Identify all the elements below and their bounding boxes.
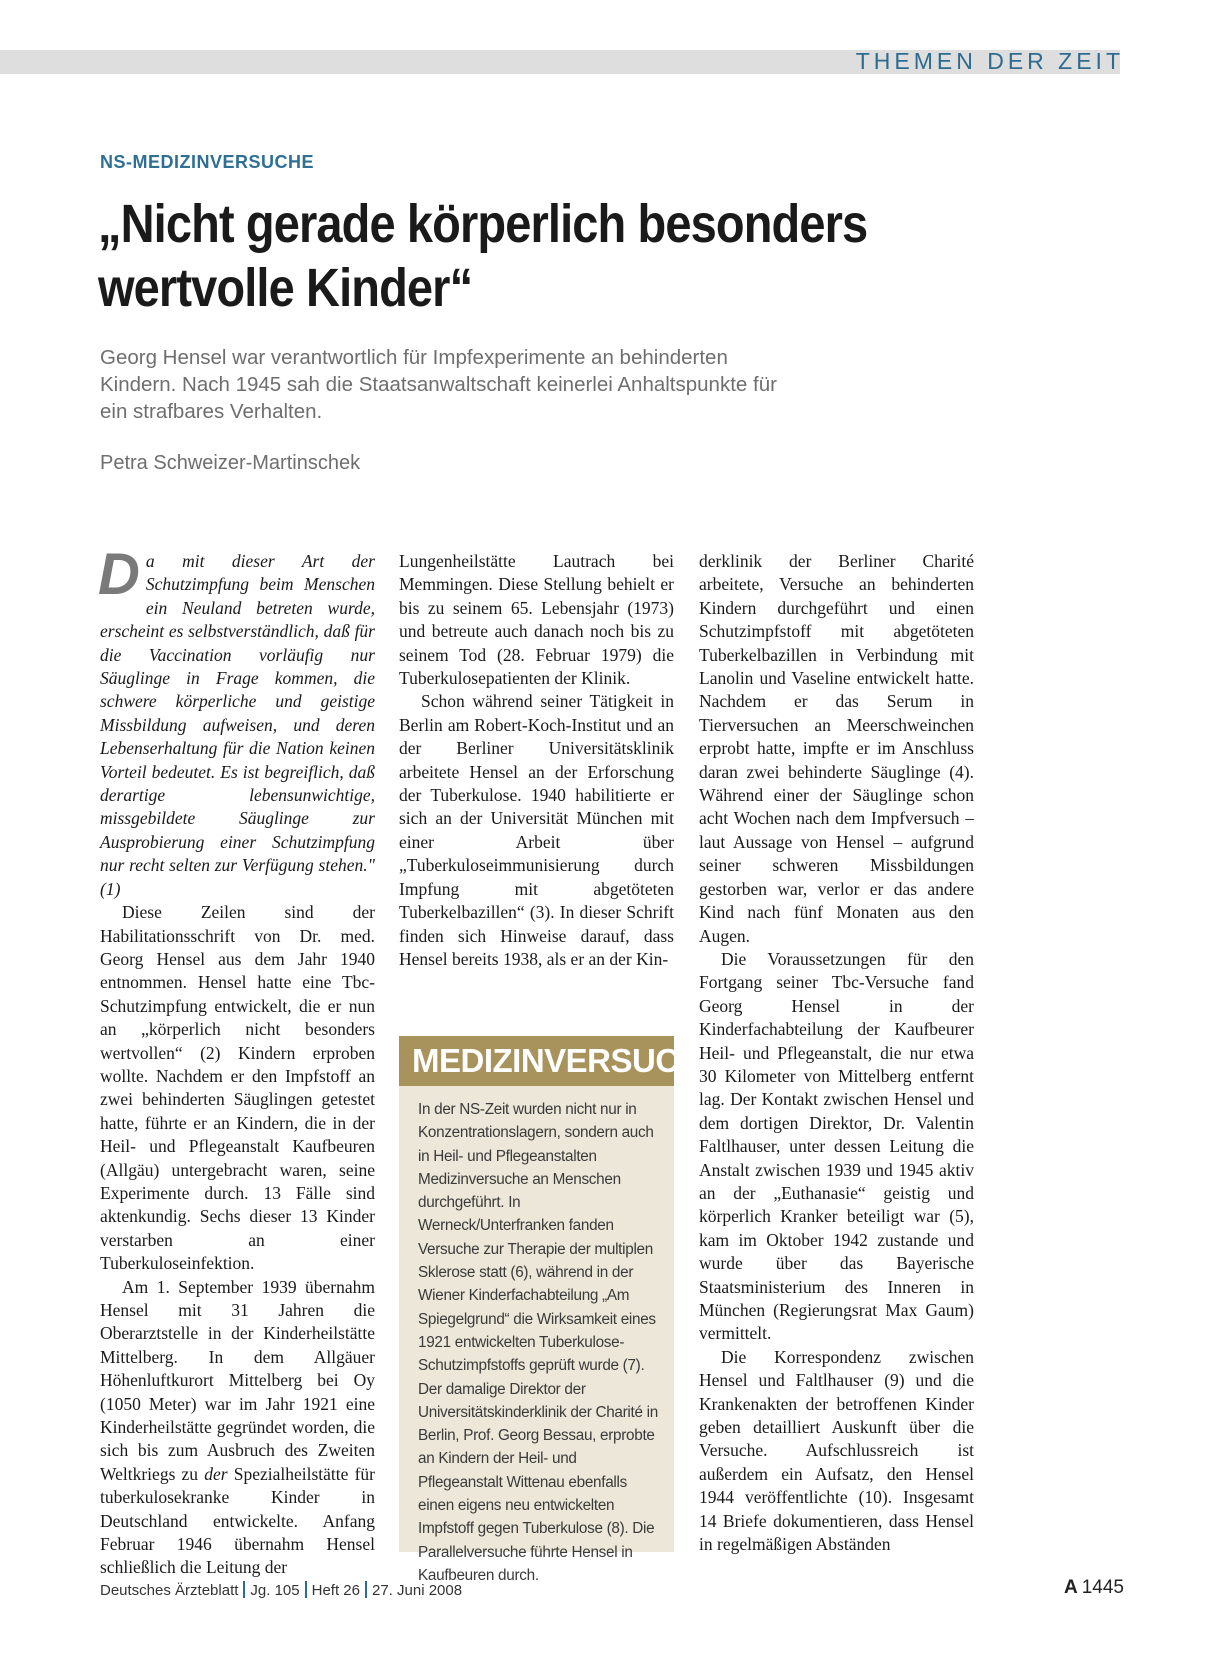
separator — [243, 1581, 245, 1598]
page-prefix: A — [1063, 1577, 1078, 1598]
info-box-title: MEDIZINVERSUCHE — [399, 1036, 674, 1086]
separator — [305, 1581, 307, 1598]
info-box — [399, 1036, 724, 1584]
separator — [365, 1581, 367, 1598]
drop-cap: D — [98, 542, 140, 607]
author-byline: Petra Schweizer-Martinschek — [100, 452, 361, 474]
headline: „Nicht gerade körperlich besonders wertvolle Kinder“ — [98, 194, 868, 318]
opening-quote-text: a mit dieser Art der Schutzimpfung beim Menschen ein Neuland betreten wurde, erscheint es selbstverständlich, daß für die Vaccination vorläufig nur Säuglinge in Frage kommen, die schwere körperliche und geistige Missbildung aufweisen, und deren Lebenserhaltung für die Nation keinen Vorteil bedeutet. Es ist begreiflich, daß derartige lebensunwichtige, missgebildete Säuglinge zur Ausprobierung einer Schutzimpfung nur recht selten zur Verfügung stehen." (1) — [100, 551, 375, 899]
journal-issue: Heft 26 — [311, 1582, 360, 1599]
page-number — [1064, 1577, 1124, 1599]
paragraph-text: Spezialheilstätte für tuberkulosekranke Kinder in Deutschland entwickelte. Anfang Februar 1946 übernahm Hensel schließlich die Leitung der — [100, 1463, 375, 1578]
footer-citation — [100, 1581, 462, 1599]
paragraph: Diese Zeilen sind der Habilitationsschrift von Dr. med. Georg Hensel aus dem Jahr 1940 entnommen. Hensel hatte eine Tbc-Schutzimpfung entwickelt, die er nun an „körperlich nicht besonders wertvollen“ (2) Kindern erproben wollte. Nachdem er den Impfstoff an zwei behinderten Säuglingen getestet hatte, führte er an Kindern, die in der Heil- und Pflegeanstalt Kaufbeuren (Allgäu) untergebracht waren, seine Experimente durch. 13 Fälle sind aktenkundig. Sechs dieser 13 Kinder verstarben an einer Tuberkuloseinfektion. — [100, 902, 375, 1274]
paragraph: Lungenheilstätte Lautrach bei Memmingen. Diese Stellung behielt er bis zu seinem 65. Lebensjahr (1973) und betreute auch danach noch bis zu seinem Tod (28. Februar 1979) die Tuberkulosepatienten der Klinik. — [399, 551, 674, 689]
opening-quote — [98, 542, 375, 901]
section-label: THEMEN DER ZEIT — [855, 48, 1124, 74]
journal-name: Deutsches Ärzteblatt — [100, 1582, 239, 1599]
article-column-1 — [98, 542, 375, 1580]
journal-volume: Jg. 105 — [250, 1582, 300, 1599]
lead-paragraph: Georg Hensel war verantwortlich für Impfexperimente an behinderten Kindern. Nach 1945 sah die Staatsanwaltschaft keinerlei Anhaltspunkte für ein strafbares Verhalten. — [100, 346, 777, 423]
article-column-2 — [399, 550, 674, 971]
page-number-value: 1445 — [1081, 1577, 1124, 1598]
kicker: NS-MEDIZINVERSUCHE — [100, 152, 315, 172]
info-box-text: In der NS-Zeit wurden nicht nur in Konzentrationslagern, sondern auch in Heil- und Pflegeanstalten Medizinversuche an Menschen durchgeführt. In Werneck/Unterfranken fanden Versuche zur Therapie der multiplen Sklerose statt (6), während in der Wiener Kinderfachabteilung „Am Spiegelgrund“ die Wirksamkeit eines 1921 entwickelten Tuberkulose-Schutzimpfstoffs geprüft wurde (7). Der damalige Direktor der Universitätskinderklinik der Charité in Berlin, Prof. Georg Bessau, erprobte an Kindern der Heil- und Pflegeanstalt Wittenau ebenfalls einen eigens neu entwickelten Impfstoff gegen Tuberkulose (8). Die Parallelversuche führte Hensel in Kaufbeuren durch. — [418, 1101, 658, 1584]
paragraph — [100, 1276, 375, 1580]
journal-date: 27. Juni 2008 — [372, 1582, 463, 1599]
paragraph-text: Am 1. September 1939 übernahm Hensel mit 31 Jahren die Oberarztstelle in der Kinderheilstätte Mittelberg. In dem Allgäuer Höhenluftkurort Mittelberg bei Oy (1050 Meter) war im Jahr 1921 eine Kinderheilstätte gegründet worden, die sich bis zum Ausbruch des Zweiten Weltkriegs zu — [100, 1276, 375, 1484]
emphasis: der — [204, 1463, 228, 1484]
paragraph: Schon während seiner Tätigkeit in Berlin am Robert-Koch-Institut und an der Berliner Universitätsklinik arbeitete Hensel an der Erforschung der Tuberkulose. 1940 habilitierte er sich an der Universität München mit einer Arbeit über „Tuberkuloseimmunisierung durch Impfung mit abgetöteten Tuberkelbazillen“ (3). In dieser Schrift finden sich Hinweise darauf, dass Hensel bereits 1938, als er an der Kin- — [399, 691, 674, 969]
paragraph: derklinik der Berliner Charité arbeitete, Versuche an behinderten Kindern durchgeführt und einen Schutzimpfstoff mit abgetöteten Tuberkelbazillen in Verbindung mit Lanolin und Vaseline entwickelt hatte. Nachdem er das Serum in Tierversuchen an Meerschweinchen erprobt hatte, impfte er im Anschluss daran zwei behinderte Säuglinge (4). Während einer der Säuglinge schon acht Wochen nach dem Impfversuch – laut Aussage von Hensel – aufgrund seiner schweren Missbildungen gestorben war, verlor er das andere Kind nach fünf Monaten aus den Augen. — [699, 551, 974, 946]
paragraph: Die Voraussetzungen für den Fortgang seiner Tbc-Versuche fand Georg Hensel in der Kinderfachabteilung der Kaufbeurer Heil- und Pflegeanstalt, die nur etwa 30 Kilometer von Mittelberg entfernt lag. Der Kontakt zwischen Hensel und dem dortigen Direktor, Dr. Valentin Faltlhauser, unter dessen Leitung die Anstalt zwischen 1939 und 1945 aktiv an der „Euthanasie“ geistig und körperlich Kranker beteiligt war (5), kam im Oktober 1942 zustande und wurde über das Bayerische Staatsministerium des Inneren in München (Regierungsrat Max Gaum) vermittelt. — [699, 948, 974, 1344]
paragraph: Die Korrespondenz zwischen Hensel und Faltlhauser (9) und die Krankenakten der betroffenen Kinder geben detailliert Auskunft über die Versuche. Aufschlussreich ist außerdem ein Aufsatz, den Hensel 1944 veröffentlichte (10). Insgesamt 14 Briefe dokumentieren, dass Hensel in regelmäßigen Abständen — [699, 1346, 974, 1555]
article-column-3 — [699, 550, 974, 1556]
